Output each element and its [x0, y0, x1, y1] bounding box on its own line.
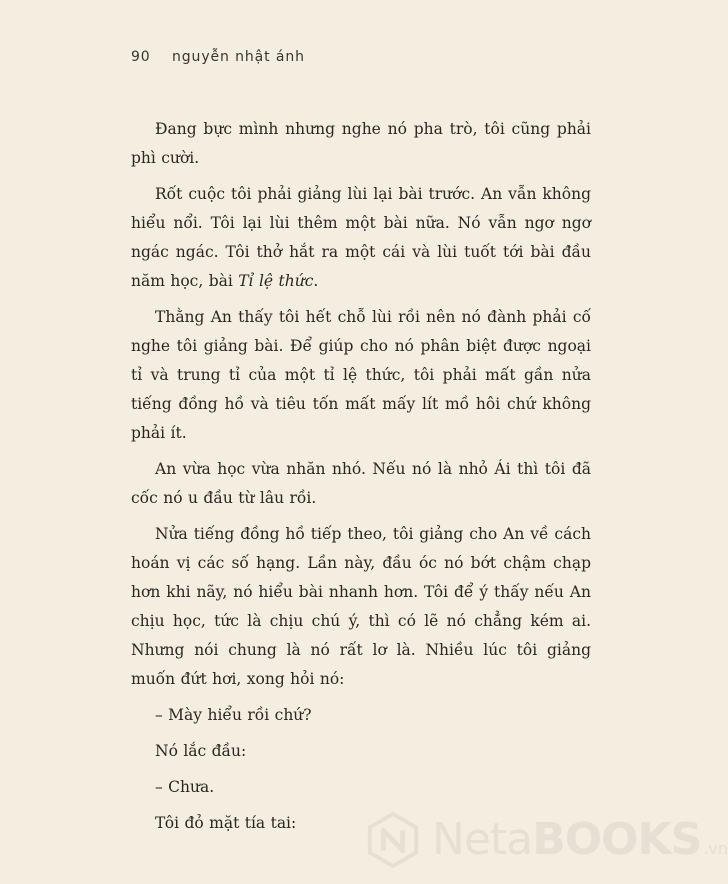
netabooks-logo-icon — [364, 811, 422, 869]
paragraph-text: – Mày hiểu rồi chứ? — [155, 706, 312, 724]
dialogue-line — [131, 773, 591, 802]
paragraph-text: Nó lắc đầu: — [155, 742, 247, 760]
watermark-brand-light: Neta — [432, 814, 533, 865]
paragraph-text: . — [313, 272, 319, 290]
paragraph — [131, 520, 591, 694]
paragraph-text: An vừa học vừa nhăn nhó. Nếu nó là nhỏ Ái thì tôi đã cốc nó u đầu từ lâu rồi. — [131, 460, 591, 507]
paragraph — [131, 180, 591, 296]
body-text — [131, 115, 591, 845]
page-number: 90 — [131, 49, 151, 65]
paragraph — [131, 115, 591, 173]
netabooks-watermark — [364, 808, 728, 872]
dialogue-line — [131, 701, 591, 730]
paragraph-text: Thằng An thấy tôi hết chỗ lùi rồi nên nó đành phải cố nghe tôi giảng bài. Để giúp cho nó phân biệt được ngoại tỉ và trung tỉ của một tỉ lệ thức, tôi phải mất gần nửa tiếng đồng hồ và tiêu tốn mất mấy lít mồ hôi chứ không phải ít. — [131, 308, 591, 442]
watermark-brand-bold: BOOKS — [532, 814, 702, 865]
author-name: nguyễn nhật ánh — [171, 49, 305, 65]
paragraph-text: Nửa tiếng đồng hồ tiếp theo, tôi giảng cho An về cách hoán vị các số hạng. Lần này, đầu óc nó bớt chậm chạp hơn khi nãy, nó hiểu bài nhanh hơn. Tôi để ý thấy nếu An chịu học, tức là chịu chú ý, thì có lẽ nó chẳng kém ai. Nhưng nói chung là nó rất lơ là. Nhiều lúc tôi giảng muốn đứt hơi, xong hỏi nó: — [131, 525, 591, 688]
paragraph-text: Tôi đỏ mặt tía tai: — [155, 814, 297, 832]
paragraph-text: Rốt cuộc tôi phải giảng lùi lại bài trước. An vẫn không hiểu nổi. Tôi lại lùi thêm một bài nữa. Nó vẫn ngơ ngơ ngác ngác. Tôi thở hắt ra một cái và lùi tuốt tới bài đầu năm học, bài — [131, 185, 591, 290]
watermark-brand — [432, 814, 702, 865]
watermark-domain: .vn — [703, 839, 728, 858]
paragraph — [131, 455, 591, 513]
paragraph — [131, 303, 591, 448]
paragraph-text: – Chưa. — [155, 778, 215, 796]
running-header — [131, 49, 305, 65]
paragraph-text: Đang bực mình nhưng nghe nó pha trò, tôi cũng phải phì cười. — [131, 120, 591, 167]
paragraph — [131, 737, 591, 766]
italic-title: Tỉ lệ thức — [238, 272, 314, 290]
